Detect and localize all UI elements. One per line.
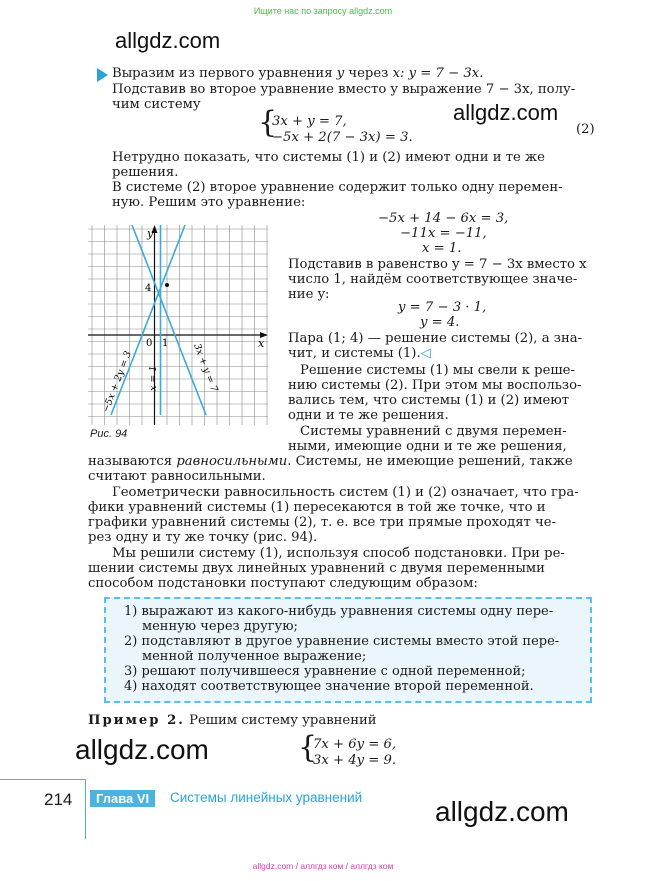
paragraph-line: способом подстановки поступают следующим образом: bbox=[88, 576, 478, 591]
paragraph-line: Системы уравнений с двумя перемен- bbox=[300, 424, 567, 439]
axis-y-label: y bbox=[147, 227, 154, 240]
figure-94-graph bbox=[88, 225, 268, 425]
algorithm-step: 1) выражают из какого-нибудь уравнения системы одну пере- bbox=[124, 604, 554, 619]
algorithm-step: менной полученное выражение; bbox=[142, 649, 367, 664]
page-number: 214 bbox=[44, 790, 73, 809]
paragraph-line: число 1, найдём соответствующее значе- bbox=[288, 272, 578, 287]
chapter-tag: Глава VI bbox=[90, 790, 155, 807]
algorithm-step: 4) находят соответствующее значение второй переменной. bbox=[124, 679, 534, 694]
intersection-point bbox=[165, 283, 169, 287]
example-line: Пример 2. Решим систему уравнений bbox=[88, 713, 377, 728]
system-brace: { bbox=[298, 730, 318, 765]
paragraph-line: Пара (1; 4) — решение системы (2), а зна- bbox=[288, 331, 583, 346]
algorithm-step: 3) решают получившееся уравнение с одной переменной; bbox=[124, 664, 526, 679]
line-1-label: −5x + 2y = 3 bbox=[100, 349, 135, 415]
system-equation: 3x + y = 7, bbox=[272, 114, 347, 129]
paragraph-line: ние y: bbox=[288, 287, 330, 302]
paragraph-line: одни и те же решения. bbox=[288, 408, 449, 423]
paragraph-line: Решение системы (1) мы свели к реше- bbox=[300, 363, 575, 378]
origin-label: 0 bbox=[146, 338, 153, 349]
solution-step: −11x = −11, bbox=[400, 226, 487, 241]
start-marker-icon bbox=[97, 68, 108, 82]
axis-x-label: x bbox=[258, 337, 265, 350]
solution-step: x = 1. bbox=[422, 241, 462, 256]
chapter-title: Системы линейных уравнений bbox=[170, 790, 363, 805]
paragraph-line: Выразим из первого уравнения y через x: y = 7 − 3x. bbox=[112, 66, 484, 81]
paragraph-line: Подставив во второе уравнение вместо y выражение 7 − 3x, полу- bbox=[112, 82, 576, 97]
line-3-label: 3x + y = 7 bbox=[191, 342, 220, 394]
paragraph-line: графики уравнений системы (2), т. е. все три прямые проходят че- bbox=[88, 515, 557, 530]
end-marker-icon: ◁ bbox=[420, 346, 431, 361]
paragraph-line: Мы решили систему (1), используя способ подстановки. При ре- bbox=[112, 546, 565, 561]
paragraph-line: чим систему bbox=[112, 97, 201, 112]
paragraph-line: нию системы (2). При этом мы воспользо- bbox=[288, 378, 582, 393]
top-banner[interactable]: Ищите нас по запросу allgdz.com bbox=[253, 6, 393, 16]
solution-step: −5x + 14 − 6x = 3, bbox=[378, 211, 509, 226]
paragraph-line: вались тем, что системы (1) и (2) имеют bbox=[288, 393, 570, 408]
tick-x-label: 1 bbox=[162, 338, 169, 349]
paragraph-line: Подставив в равенство y = 7 − 3x вместо x bbox=[288, 257, 587, 272]
paragraph-line: В системе (2) второе уравнение содержит только одну перемен- bbox=[112, 180, 563, 195]
paragraph-line: фики уравнений системы (1) пересекаются в той же точке, что и bbox=[88, 500, 546, 515]
watermark: allgdz.com bbox=[115, 28, 221, 53]
line-2-label: x = 1 bbox=[148, 365, 159, 391]
system-brace: { bbox=[258, 105, 278, 140]
paragraph-line: ными, имеющие одни и те же решения, bbox=[288, 439, 567, 454]
system-equation: 7x + 6y = 6, bbox=[313, 737, 397, 752]
paragraph-line: решения. bbox=[112, 165, 179, 180]
watermark: allgdz.com bbox=[435, 796, 569, 827]
bottom-banner[interactable]: allgdz.com / аллгдз ком / аллгдз ком bbox=[252, 861, 394, 871]
paragraph-line: ную. Решим это уравнение: bbox=[112, 195, 306, 210]
paragraph-line: Геометрически равносильность систем (1) и (2) означает, что гра- bbox=[112, 485, 579, 500]
paragraph-line: шении системы двух линейных уравнений с двумя переменными bbox=[88, 561, 545, 576]
solution-step: y = 7 − 3 · 1, bbox=[398, 300, 487, 315]
equation-label: (2) bbox=[576, 122, 595, 137]
paragraph-line: чит, и системы (1).◁ bbox=[288, 346, 431, 361]
figure-caption: Рис. 94 bbox=[90, 428, 128, 440]
paragraph-line: называются равносильными. Системы, не имеющие решений, также bbox=[88, 454, 573, 469]
tick-y-label: 4 bbox=[145, 283, 152, 294]
system-equation: 3x + 4y = 9. bbox=[313, 753, 397, 768]
solution-step: y = 4. bbox=[420, 315, 460, 330]
graph-line-3 bbox=[132, 225, 206, 415]
watermark: allgdz.com bbox=[453, 100, 559, 125]
footer-rule-vertical bbox=[85, 779, 86, 839]
algorithm-step: менную через другую; bbox=[142, 619, 298, 634]
paragraph-line: Нетрудно показать, что системы (1) и (2) имеют одни и те же bbox=[112, 150, 545, 165]
footer-rule bbox=[0, 779, 86, 780]
paragraph-line: рез одну и ту же точку (рис. 94). bbox=[88, 530, 318, 545]
algorithm-step: 2) подставляют в другое уравнение системы вместо этой пере- bbox=[124, 634, 560, 649]
system-equation: −5x + 2(7 − 3x) = 3. bbox=[272, 130, 413, 145]
paragraph-line: считают равносильными. bbox=[88, 469, 266, 484]
watermark: allgdz.com bbox=[75, 734, 209, 765]
example-label: Пример 2. bbox=[88, 713, 185, 728]
